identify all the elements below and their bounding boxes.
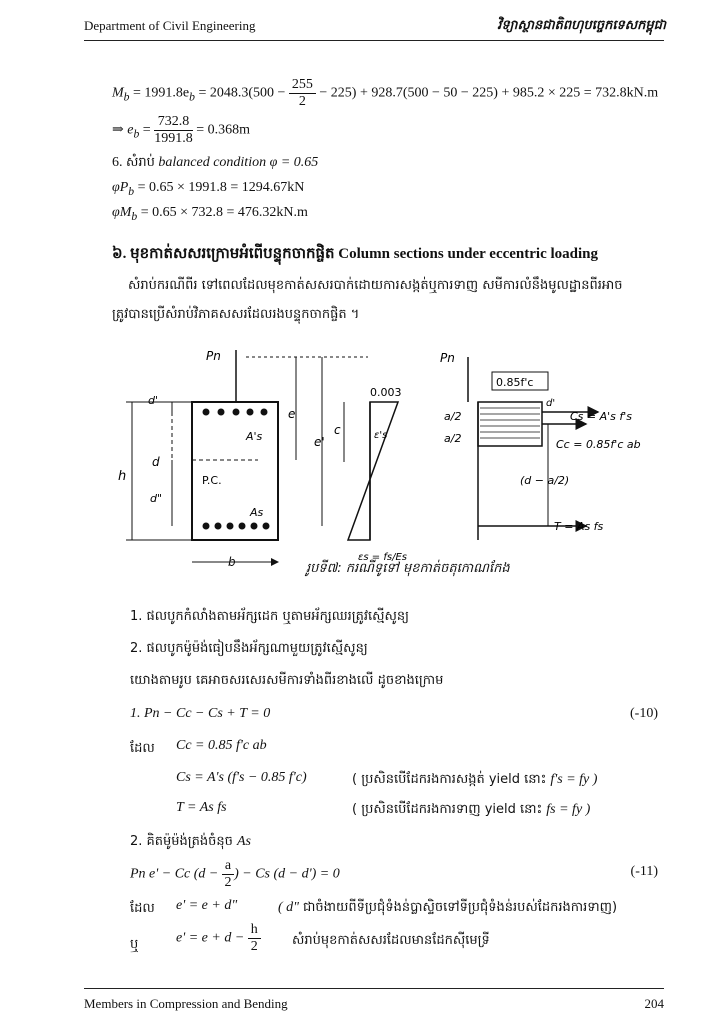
as-label: As (250, 506, 264, 519)
pn-label-right: Pn (440, 351, 455, 365)
footer-page-number: 204 (644, 996, 664, 1011)
cc-definition: Cc = 0.85 f'c ab (176, 738, 267, 753)
balanced-line: 6. សំរាប់ balanced condition φ = 0.65 (112, 155, 319, 170)
asprime-label: A's (246, 430, 263, 443)
cc-label: Cc = 0.85f'c ab (556, 438, 641, 451)
section-para-line2: ត្រូវបានប្រើសំរាប់វិភាគសសរដែលរងបន្ទុកចាកផ្ចិត ។ (112, 307, 360, 322)
t-definition: T = As fs (176, 800, 227, 815)
pn-label: Pn (206, 349, 221, 363)
or-label: ឬ (130, 937, 139, 952)
c-label: c (334, 423, 341, 437)
d-label: d (152, 455, 160, 469)
where-label-1: ដែល (130, 741, 155, 756)
eprime-label: e' (314, 435, 325, 449)
section-heading: ៦. មុខកាត់សសរក្រោមអំពើបន្ទុកចាកផ្ចិត Column sections under eccentric loading (112, 244, 599, 262)
h-label: h (118, 469, 127, 484)
eprime-note: សំរាប់មុខកាត់សសរដែលមានដែកស៊ីមេទ្រី (292, 933, 490, 948)
column-section-figure (108, 340, 641, 585)
es-bottom-label: εs = fs/Es (358, 552, 407, 563)
stress-label: 0.85f'c (496, 376, 534, 389)
pc-label: P.C. (202, 474, 222, 487)
where-label-2: ដែល (130, 901, 155, 916)
stress-block (478, 402, 542, 446)
b-label: b (228, 555, 236, 569)
compression-bars (203, 409, 268, 416)
d-minus-label: (d − a/2) (520, 474, 570, 487)
section-rect (192, 402, 278, 540)
t-note: ( ប្រសិនបើដែករងការទាញ yield នោះ fs = fy ) (352, 802, 591, 817)
header-rule (84, 40, 664, 41)
eprime-definition: e' = e + d" (176, 898, 238, 913)
conditions-intro: យោងតាមរូប គេអាចសរសេរសមីការទាំងពីរខាងលើ ដូចខាងក្រោម (130, 673, 444, 688)
cs-label: Cs = A's f's (570, 410, 633, 423)
strain-top-label: 0.003 (370, 386, 402, 399)
cs-note: ( ប្រសិនបើដែករងការសង្កត់ yield នោះ f's = fy ) (352, 772, 598, 787)
t-label: T = As fs (554, 520, 604, 533)
a2-bot-label: a/2 (444, 432, 462, 445)
dpp-label: d" (150, 492, 163, 505)
dprime-right-label: d' (546, 398, 556, 409)
eprime-definition-2: e' = e + d − $\frac{h}{2}$ (176, 922, 261, 955)
condition-1: 1. ផលបូកកំលាំងតាមអ័ក្សដេក ឬតាមអ័ក្សឈរត្រូវស្មើសូន្យ (130, 609, 409, 624)
eb-equation: ⇒ $e_b$ = $\frac{732.8}{1991.8}$ = 0.368m (112, 114, 250, 146)
footer-rule (84, 988, 664, 989)
equation-10-number: (-10) (630, 706, 658, 721)
figure-caption: រូបទី៧: ករណីទូទៅ មុខកាត់ចតុកោណកែង (306, 561, 510, 576)
a2-top-label: a/2 (444, 410, 462, 423)
esprime-label: ε's (374, 430, 388, 441)
section-para-line1: សំរាប់ករណីពីរ ទៅពេលដែលមុខកាត់សសរបាក់ដោយការសង្កត់ឬការទាញ សមីការលំនឹងមូលដ្ឋានពីរអាច (128, 278, 623, 293)
dpp-note: ( d" ជាចំងាយពីទីប្រជុំទំងន់ប្លាស្ទិចទៅទីប្រជុំទំងន់របស់ដែករងការទាញ) (278, 900, 618, 915)
equation-11: Pn e' − Cc (d − $\frac{a}{2}$ ) − Cs (d − d') = 0 (130, 858, 340, 890)
mb-equation: $M_b = 1991.8e_b = 2048.3(500$ − $\frac{255}{2}$ − 225) + 928.7(500 − 50 − 225) + 985.2 × 225 = 732.8kN.m (112, 77, 659, 109)
dprime-label: d' (148, 394, 159, 407)
tension-bars (203, 523, 270, 530)
e-label: e (288, 407, 296, 421)
eq2-label: 2. គិតម៉ូម៉ង់ត្រង់ចំនុច As (130, 834, 251, 849)
phi-mb-line: $\varphi M_b = 0.65 \times 732.8 = 476.32kN.m$ (112, 205, 308, 223)
header-institute: វិទ្យាស្ថានជាតិពហុបច្ចេកទេសកម្ពុជា (497, 18, 666, 33)
equation-11-number: (-11) (630, 864, 658, 879)
strain-diagram (348, 402, 398, 540)
equation-10: 1. Pn − Cc − Cs + T = 0 (130, 706, 271, 721)
cs-definition: Cs = A's (f's − 0.85 f'c) (176, 770, 307, 785)
condition-2: 2. ផលបូកម៉ូម៉ង់ធៀបនឹងអ័ក្សណាមួយត្រូវស្មើសូន្យ (130, 641, 368, 656)
footer-title: Members in Compression and Bending (84, 996, 288, 1011)
header-department: Department of Civil Engineering (84, 18, 256, 33)
phi-pb-line: $\varphi P_b = 0.65 \times 1991.8 = 1294.67kN$ (112, 180, 305, 198)
